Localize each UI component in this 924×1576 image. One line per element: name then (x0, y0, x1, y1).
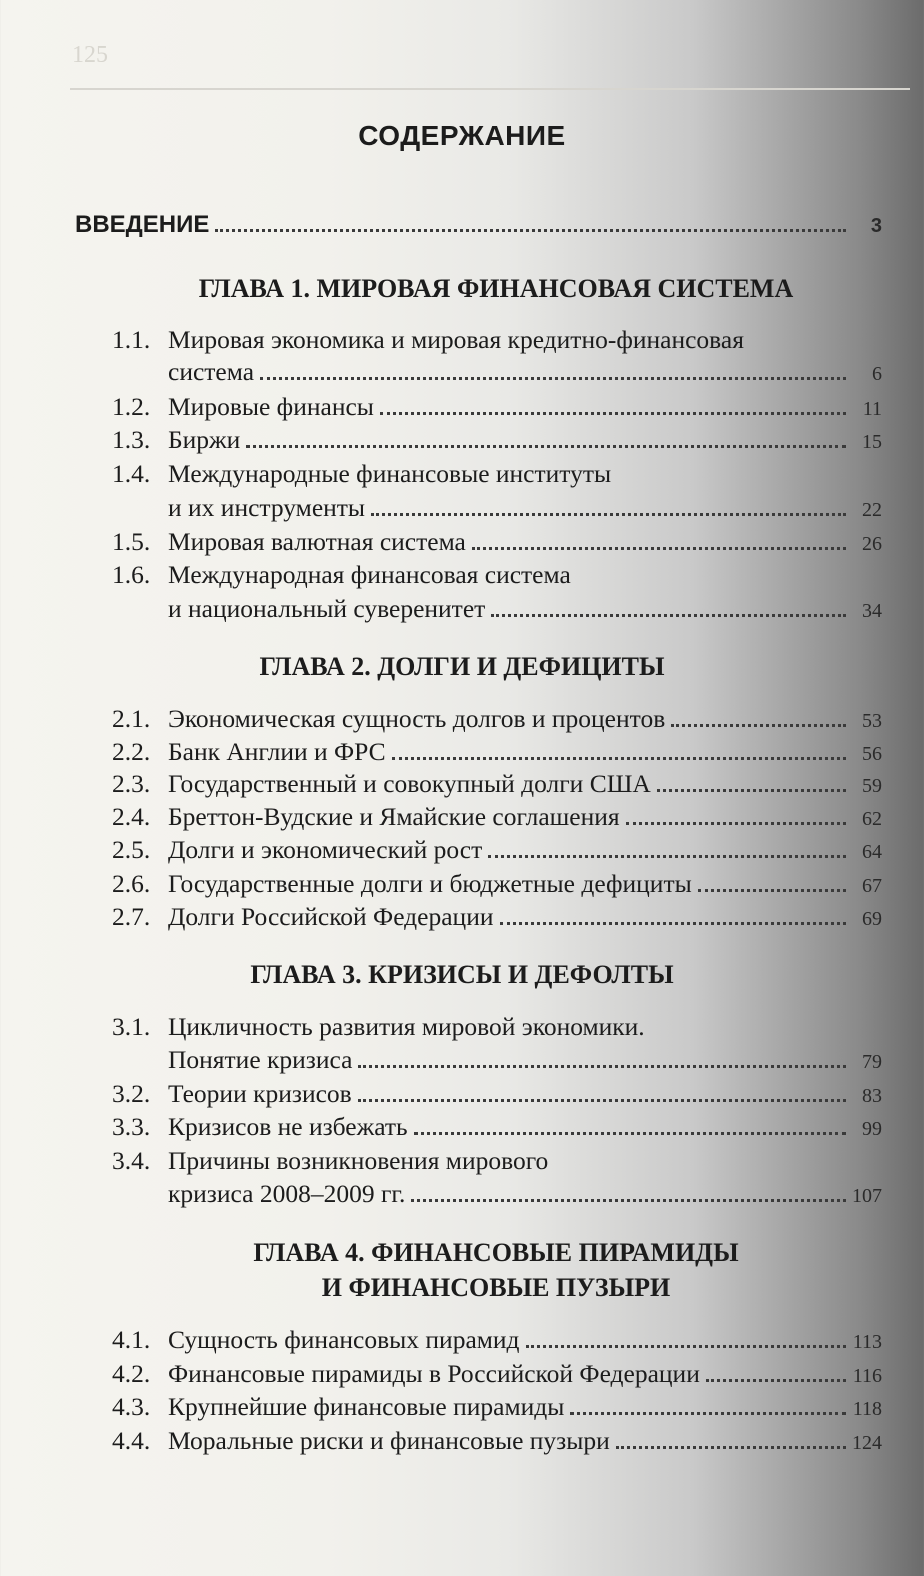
dot-leader (570, 1412, 846, 1415)
section-number: 2.3. (112, 769, 151, 798)
toc-entry (168, 1177, 882, 1213)
section-title: Банк Англии и ФРС (168, 737, 386, 766)
section-number: 4.3. (112, 1392, 151, 1421)
section-title-line: Мировая экономика и мировая кредитно-финансовая (168, 325, 744, 354)
section-number: 1.6. (112, 560, 151, 589)
toc-entry (168, 1424, 882, 1460)
toc-entry (168, 735, 882, 771)
chapter-heading: ГЛАВА 4. ФИНАНСОВЫЕ ПИРАМИДЫ (253, 1238, 739, 1267)
header-rule (70, 88, 910, 90)
dot-leader (488, 855, 846, 858)
page-ref: 26 (862, 533, 882, 555)
dot-leader (371, 513, 846, 516)
section-number: 2.1. (112, 704, 151, 733)
toc-entry (168, 1077, 882, 1113)
page-ref: 69 (862, 908, 882, 930)
dot-leader (491, 614, 846, 617)
page-ref: 11 (862, 398, 882, 420)
dot-leader (698, 889, 846, 892)
section-title-line: система (168, 357, 255, 386)
chapter-heading: ГЛАВА 3. КРИЗИСЫ И ДЕФОЛТЫ (250, 960, 674, 989)
toc-entry (168, 833, 882, 869)
section-title: Финансовые пирамиды в Российской Федерации (168, 1359, 700, 1388)
page-ref: 118 (852, 1398, 882, 1420)
toc-entry (168, 1043, 882, 1079)
section-title-line: и их инструменты (168, 493, 366, 522)
page-ref: 124 (852, 1432, 882, 1454)
toc-entry-intro (75, 208, 882, 243)
toc-entry (168, 390, 882, 426)
section-title-line: Причины возникновения мирового (168, 1146, 549, 1175)
dot-leader (657, 789, 846, 792)
section-number: 2.7. (112, 902, 151, 931)
page-ref: 15 (862, 431, 882, 453)
section-title: Бреттон-Вудские и Ямайские соглашения (168, 802, 620, 831)
section-title: Долги Российской Федерации (168, 902, 494, 931)
dot-leader (358, 1099, 846, 1102)
toc-entry (168, 800, 882, 836)
section-number: 1.5. (112, 527, 151, 556)
dot-leader (358, 1065, 846, 1068)
dot-leader (526, 1345, 846, 1348)
page-ref: 6 (872, 363, 882, 385)
page-ref: 83 (862, 1085, 882, 1107)
section-number: 3.3. (112, 1112, 151, 1141)
page-ref: 107 (852, 1185, 882, 1207)
page-ref: 59 (862, 775, 882, 797)
entry-label: ВВЕДЕНИЕ (75, 211, 210, 238)
dot-leader (671, 724, 846, 727)
page-ref: 99 (862, 1118, 882, 1140)
toc-entry (168, 423, 882, 459)
page-ref: 53 (862, 710, 882, 732)
dot-leader (380, 412, 846, 415)
section-number: 1.3. (112, 425, 151, 454)
dot-leader (260, 377, 846, 380)
page-ref: 67 (862, 875, 882, 897)
section-number: 1.4. (112, 459, 151, 488)
section-number: 3.1. (112, 1012, 151, 1041)
section-number: 4.1. (112, 1325, 151, 1354)
dot-leader (392, 757, 846, 760)
toc-entry (168, 1390, 882, 1426)
chapter-heading: ГЛАВА 1. МИРОВАЯ ФИНАНСОВАЯ СИСТЕМА (198, 274, 794, 303)
toc-entry (168, 525, 882, 561)
toc-entry (168, 1357, 882, 1393)
page-number: 125 (72, 42, 108, 68)
page-ref: 56 (862, 743, 882, 765)
page-ref: 62 (862, 808, 882, 830)
section-title-line: Цикличность развития мировой экономики. (168, 1012, 645, 1041)
section-title: Мировые финансы (168, 392, 374, 421)
section-number: 2.5. (112, 835, 151, 864)
page-ref: 113 (852, 1331, 882, 1353)
section-title: Экономическая сущность долгов и процентов (168, 704, 666, 733)
section-title: Моральные риски и финансовые пузыри (168, 1426, 610, 1455)
section-number: 3.4. (112, 1146, 151, 1175)
dot-leader (706, 1379, 846, 1382)
section-title-line: и национальный суверенитет (168, 594, 486, 623)
toc-entry (168, 767, 882, 803)
toc-entry (168, 491, 882, 527)
dot-leader (616, 1446, 846, 1449)
page-ref: 22 (862, 499, 882, 521)
section-number: 1.1. (112, 325, 151, 354)
toc-entry (168, 900, 882, 936)
page-ref: 64 (862, 841, 882, 863)
dot-leader (411, 1199, 846, 1202)
section-title: Государственные долги и бюджетные дефициты (168, 869, 692, 898)
section-title: Сущность финансовых пирамид (168, 1325, 520, 1354)
section-number: 2.6. (112, 869, 151, 898)
page-ref: 34 (862, 600, 882, 622)
toc-entry (168, 592, 882, 628)
section-title-line: кризиса 2008–2009 гг. (168, 1179, 406, 1208)
dot-leader (215, 229, 846, 232)
section-title: Государственный и совокупный долги США (168, 769, 651, 798)
page-ref: 79 (862, 1051, 882, 1073)
toc-title: СОДЕРЖАНИЕ (358, 120, 566, 151)
dot-leader (472, 547, 846, 550)
chapter-heading: ГЛАВА 2. ДОЛГИ И ДЕФИЦИТЫ (259, 652, 665, 681)
section-number: 1.2. (112, 392, 151, 421)
toc-entry (168, 1323, 882, 1359)
section-title-line: Международные финансовые институты (168, 459, 612, 488)
section-number: 3.2. (112, 1079, 151, 1108)
section-number: 4.4. (112, 1426, 151, 1455)
dot-leader (246, 445, 846, 448)
page-ref: 3 (870, 215, 882, 237)
section-title: Крупнейшие финансовые пирамиды (168, 1392, 565, 1421)
section-title: Биржи (168, 425, 241, 454)
section-title: Долги и экономический рост (168, 835, 483, 864)
section-title: Кризисов не избежать (168, 1112, 408, 1141)
toc-entry (168, 1110, 882, 1146)
page-ref: 116 (852, 1365, 882, 1387)
section-number: 2.4. (112, 802, 151, 831)
dot-leader (626, 822, 846, 825)
section-number: 2.2. (112, 737, 151, 766)
dot-leader (414, 1132, 846, 1135)
toc-entry (168, 867, 882, 903)
section-number: 4.2. (112, 1359, 151, 1388)
dot-leader (500, 922, 847, 925)
section-title-line: Международная финансовая система (168, 560, 571, 589)
toc-entry (168, 355, 882, 391)
chapter-heading-line-2: И ФИНАНСОВЫЕ ПУЗЫРИ (321, 1273, 671, 1302)
section-title-line: Понятие кризиса (168, 1045, 353, 1074)
toc-entry (168, 702, 882, 738)
section-title: Мировая валютная система (168, 527, 466, 556)
section-title: Теории кризисов (168, 1079, 352, 1108)
